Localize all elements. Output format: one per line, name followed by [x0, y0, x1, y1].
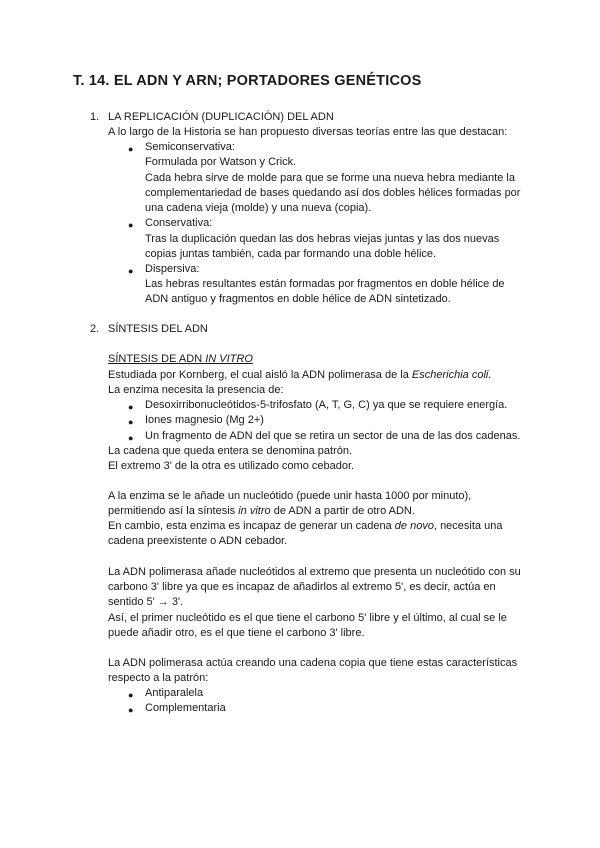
bullet-icon: ●	[128, 417, 134, 427]
bullet-icon: ●	[128, 266, 134, 276]
paragraph-copy-line-2: respecto a la patrón:	[108, 672, 209, 684]
semiconservative-line-4: una cadena vieja (molde) y una nueva (copia).	[145, 202, 372, 214]
semiconservative-line-1: Formulada por Watson y Crick.	[145, 156, 297, 168]
section-1-intro: A lo largo de la Historia se han propuesto diversas teorías entre las que destacan:	[108, 126, 508, 138]
property-complementary: Complementaria	[145, 702, 226, 714]
paragraph-primer: El extremo 3' de la otra es utilizado como cebador.	[108, 460, 355, 472]
bullet-icon: ●	[128, 690, 134, 700]
de-novo-text-c: , necesita una	[433, 520, 503, 532]
bullet-icon: ●	[128, 433, 134, 443]
bullet-icon: ●	[128, 705, 134, 715]
bullet-icon: ●	[128, 402, 134, 412]
semiconservative-line-2: Cada hebra sirve de molde para que se forme una nueva hebra mediante la	[145, 172, 515, 184]
bullet-icon: ●	[128, 220, 134, 230]
conservative-line-1: Tras la duplicación quedan las dos hebras viejas juntas y las dos nuevas	[145, 233, 500, 245]
kornberg-text: Estudiada por Kornberg, el cual aisló la ADN polimerasa de la	[108, 369, 412, 381]
semiconservative-label: Semiconservativa:	[145, 141, 235, 153]
in-vitro-italic: in vitro	[238, 505, 271, 517]
section-2-number: 2.	[90, 323, 100, 335]
conservative-label: Conservativa:	[145, 217, 213, 229]
paragraph-de-novo-line-1	[108, 519, 502, 534]
paragraph-direction-line-3: sentido 5' → 3'.	[108, 596, 184, 608]
section-2-heading: SÍNTESIS DEL ADN	[108, 323, 208, 335]
subsection-heading-text: SÍNTESIS DE ADN	[108, 353, 206, 365]
paragraph-template-strand: La cadena que queda entera se denomina patrón.	[108, 445, 353, 457]
paragraph-kornberg	[108, 368, 491, 383]
page-title: T. 14. EL ADN Y ARN; PORTADORES GENÉTICOS	[73, 73, 422, 89]
dispersive-line-1: Las hebras resultantes están formadas por fragmentos en doble hélice de	[145, 278, 505, 290]
requirement-item-1: Desoxirribonucleótidos-5-trifosfato (A, T, G, C) ya que se requiere energía.	[145, 399, 508, 411]
paragraph-requirements: La enzima necesita la presencia de:	[108, 384, 284, 396]
section-1-heading: LA REPLICACIÓN (DUPLICACIÓN) DEL ADN	[108, 111, 334, 123]
paragraph-nucleotide-line-2	[108, 504, 415, 519]
paragraph-first-last-line-1: Así, el primer nucleótido es el que tiene el carbono 5' libre y el último, al cual se le	[108, 612, 507, 624]
bullet-icon: ●	[128, 144, 134, 154]
subsection-heading-italic: IN VITRO	[205, 353, 253, 365]
paragraph-direction-line-2: carbono 3' libre ya que es incapaz de añadirlos al extremo 5', es decir, actúa en	[108, 581, 496, 593]
property-antiparallel: Antiparalela	[145, 687, 204, 699]
species-name: Escherichia coli.	[411, 369, 492, 381]
semiconservative-line-3: complementariedad de bases quedando así dos dobles hélices formadas por	[145, 187, 521, 199]
paragraph-nucleotide-line-1: A la enzima se le añade un nucleótido (puede unir hasta 1000 por minuto),	[108, 490, 472, 502]
conservative-line-2: copias juntas también, cada par formando una doble hélice.	[145, 248, 437, 260]
requirement-item-3: Un fragmento de ADN del que se retira un sector de una de las dos cadenas.	[145, 430, 521, 442]
in-vitro-text-a: permitiendo así la síntesis	[108, 505, 239, 517]
paragraph-direction-line-1: La ADN polimerasa añade nucleótidos al extremo que presenta un nucleótido con su	[108, 566, 521, 578]
de-novo-italic: de novo	[394, 520, 434, 532]
paragraph-copy-line-1: La ADN polimerasa actúa creando una cadena copia que tiene estas características	[108, 657, 518, 669]
dispersive-label: Dispersiva:	[145, 263, 200, 275]
subsection-heading	[108, 352, 253, 367]
paragraph-first-last-line-2: puede añadir otro, es el que tiene el carbono 3' libre.	[108, 627, 365, 639]
dispersive-line-2: ADN antiguo y fragmentos en doble hélice de ADN sintetizado.	[145, 293, 451, 305]
de-novo-text-a: En cambio, esta enzima es incapaz de generar un cadena	[108, 520, 395, 532]
in-vitro-text-c: de ADN a partir de otro ADN.	[270, 505, 415, 517]
section-1-number: 1.	[90, 111, 100, 123]
requirement-item-2: Iones magnesio (Mg 2+)	[145, 414, 264, 426]
paragraph-de-novo-line-2: cadena preexistente o ADN cebador.	[108, 535, 288, 547]
